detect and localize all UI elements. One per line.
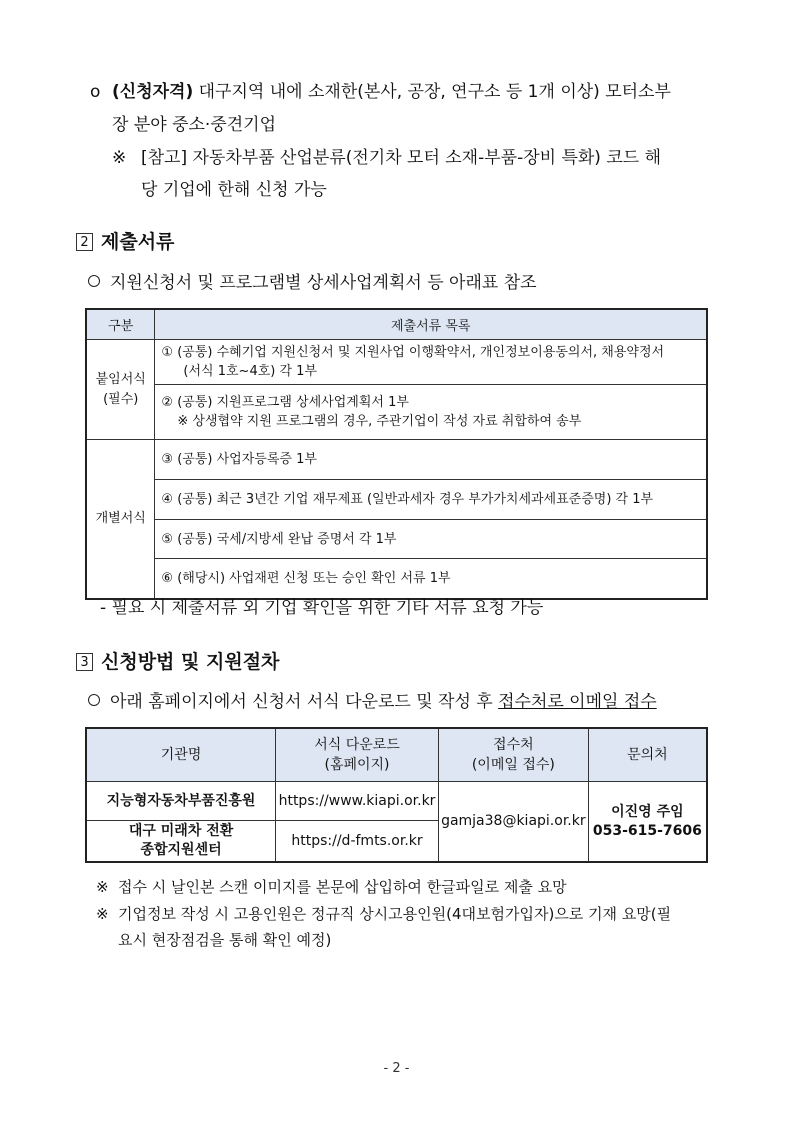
section3-intro-emphasis: 접수처로 이메일 접수 bbox=[498, 692, 657, 712]
page-number: - 2 - bbox=[383, 1061, 410, 1076]
col-receipt-header: 접수처 (이메일 접수) bbox=[438, 728, 588, 782]
col-contact-header: 문의처 bbox=[588, 728, 707, 782]
table-row bbox=[86, 440, 707, 480]
section2-intro: 지원신청서 및 프로그램별 상세사업계획서 등 아래표 참조 bbox=[88, 273, 537, 293]
download-link-1[interactable]: https://www.kiapi.or.kr bbox=[276, 782, 439, 821]
section3-note-2: ※ bbox=[96, 905, 109, 923]
col-list-header: 제출서류 목록 bbox=[155, 309, 707, 340]
table-row bbox=[86, 559, 707, 600]
circle-bullet-icon bbox=[88, 694, 100, 706]
receipt-email[interactable]: gamja38@kiapi.or.kr bbox=[438, 782, 588, 863]
table-row bbox=[86, 385, 707, 440]
table-row bbox=[86, 520, 707, 559]
contact-name: 이진영 주임 bbox=[611, 803, 684, 820]
document-item-1: ① (공통) 수혜기업 지원신청서 및 지원사업 이행확약서, 개인정보이용동의서, 채용약정서 (서식 1호~4호) 각 1부 bbox=[155, 340, 707, 385]
table-row bbox=[86, 340, 707, 385]
eligibility-text: 대구지역 내에 소재한(본사, 공장, 연구소 등 1개 이상) 모터소부 bbox=[193, 82, 671, 102]
section3-note-2-line2: 요시 현장점검을 통해 확인 예정) bbox=[118, 931, 332, 949]
eligibility-line2: 장 분야 중소·중견기업 bbox=[112, 115, 277, 135]
eligibility-note-line2: 당 기업에 한해 신청 가능 bbox=[141, 180, 327, 200]
col-category-header: 구분 bbox=[86, 309, 155, 340]
documents-table-header bbox=[86, 309, 707, 340]
eligibility-label: (신청자격) bbox=[112, 82, 194, 102]
document-item-5: ⑤ (공통) 국세/지방세 완납 증명서 각 1부 bbox=[155, 520, 707, 559]
org-name-2: 대구 미래차 전환 종합지원센터 bbox=[86, 821, 276, 863]
table-row bbox=[86, 480, 707, 520]
section2-footnote: - 필요 시 제출서류 외 기업 확인을 위한 기타 서류 요청 가능 bbox=[100, 598, 544, 618]
table-row bbox=[86, 782, 707, 821]
org-name-1: 지능형자동차부품진흥원 bbox=[86, 782, 276, 821]
document-item-4: ④ (공통) 최근 3년간 기업 재무제표 (일반과세자 경우 부가가치세과세표준증명) 각 1부 bbox=[155, 480, 707, 520]
section3-intro: 아래 홈페이지에서 신청서 서식 다운로드 및 작성 후 접수처로 이메일 접수 bbox=[88, 692, 657, 712]
section3-note-1: ※ bbox=[96, 878, 109, 896]
col-org-header: 기관명 bbox=[86, 728, 276, 782]
document-item-6: ⑥ (해당시) 사업재편 신청 또는 승인 확인 서류 1부 bbox=[155, 559, 707, 600]
document-item-2: ② (공통) 지원프로그램 상세사업계획서 1부 ※ 상생협약 지원 프로그램의 경우, 주관기업이 작성 자료 취합하여 송부 bbox=[155, 385, 707, 440]
eligibility-bullet: o bbox=[90, 82, 101, 102]
contact-phone: 053-615-7606 bbox=[592, 822, 702, 839]
download-link-2[interactable]: https://d-fmts.or.kr bbox=[276, 821, 439, 863]
section3-note-1-text: 접수 시 날인본 스캔 이미지를 본문에 삽입하여 한글파일로 제출 요망 bbox=[118, 878, 567, 896]
section3-number: 3 bbox=[76, 653, 93, 671]
category-individual: 개별서식 bbox=[86, 440, 155, 600]
eligibility-line1 bbox=[112, 82, 671, 102]
eligibility-note-mark: ※ bbox=[112, 148, 127, 168]
application-table bbox=[85, 727, 708, 863]
section3-heading bbox=[76, 650, 279, 674]
col-download-header: 서식 다운로드 (홈페이지) bbox=[276, 728, 439, 782]
document-item-3: ③ (공통) 사업자등록증 1부 bbox=[155, 440, 707, 480]
category-attached: 붙임서식 (필수) bbox=[86, 340, 155, 440]
section3-title: 신청방법 및 지원절차 bbox=[101, 651, 280, 673]
section2-title: 제출서류 bbox=[101, 231, 175, 253]
section2-heading bbox=[76, 230, 174, 254]
documents-table bbox=[85, 308, 708, 600]
circle-bullet-icon bbox=[88, 275, 100, 287]
contact-info bbox=[588, 782, 707, 863]
eligibility-note-line1: [참고] 자동차부품 산업분류(전기차 모터 소재-부품-장비 특화) 코드 해 bbox=[141, 148, 662, 168]
section2-number: 2 bbox=[76, 233, 93, 251]
section3-note-2-line1: 기업정보 작성 시 고용인원은 정규직 상시고용인원(4대보험가입자)으로 기재 요망(필 bbox=[118, 905, 672, 923]
application-table-header bbox=[86, 728, 707, 782]
